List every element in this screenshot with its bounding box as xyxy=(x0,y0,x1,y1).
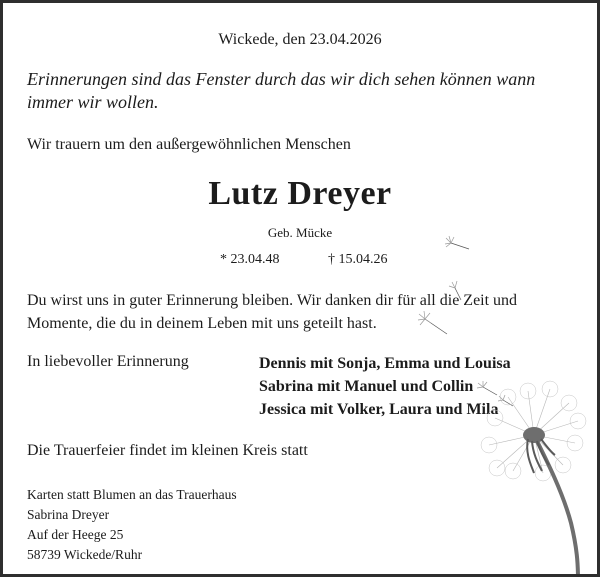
address-line: Auf der Heege 25 xyxy=(27,527,124,542)
maiden-name: Geb. Mücke xyxy=(267,225,333,240)
deceased-name: Lutz Dreyer xyxy=(208,175,392,212)
place-date: Wickede, den 23.04.2026 xyxy=(218,31,382,48)
family-member: Jessica mit Volker, Laura und Mila xyxy=(259,401,499,418)
death-date: † 15.04.26 xyxy=(328,252,388,267)
address-line: Karten statt Blumen an das Trauerhaus xyxy=(27,487,237,502)
mourning-line: Wir trauern um den außergewöhnlichen Menschen xyxy=(27,136,351,153)
family-member: Sabrina mit Manuel und Collin xyxy=(259,378,474,395)
farewell-message: Du wirst uns in guter Erinnerung bleiben. Wir danken dir für all die Zeit und Momente, die du in deinem Leben mit uns geteilt hast. xyxy=(27,292,518,332)
memorial-quote: Erinnerungen sind das Fenster durch das wir dich sehen können wann immer wir wollen. xyxy=(27,69,536,112)
service-info: Die Trauerfeier findet im kleinen Kreis statt xyxy=(27,442,308,459)
address-line: 58739 Wickede/Ruhr xyxy=(27,547,143,562)
remembrance-label: In liebevoller Erinnerung xyxy=(27,353,189,370)
address-block xyxy=(27,485,237,565)
birth-date: * 23.04.48 xyxy=(220,252,280,267)
address-line: Sabrina Dreyer xyxy=(27,507,110,522)
family-member: Dennis mit Sonja, Emma und Louisa xyxy=(259,355,511,372)
family-list xyxy=(259,352,511,421)
